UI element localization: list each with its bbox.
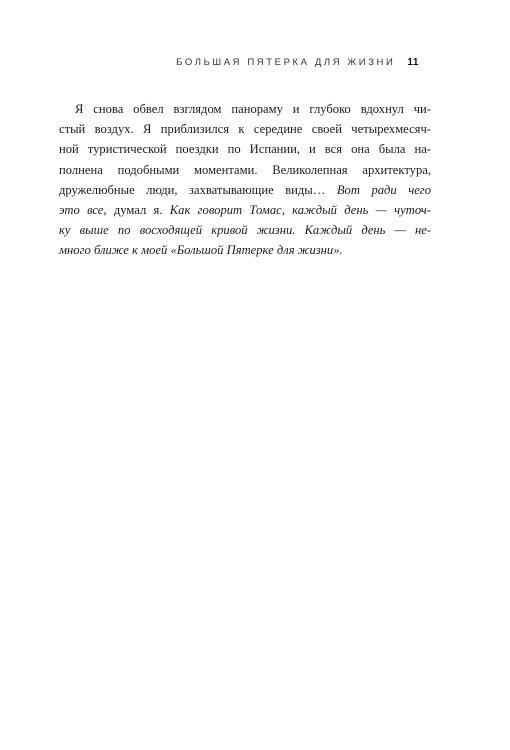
paragraph-line — [59, 99, 431, 119]
body-paragraph — [59, 99, 431, 261]
line-text-italic: это все, — [59, 202, 114, 217]
line-text-italic: Вот ради чего — [336, 182, 432, 197]
line-text-italic: ку выше по восходящей кривой жизни. Каждый день — не- — [59, 223, 431, 238]
line-text: думал я. — [113, 202, 170, 217]
line-text: ной туристической поездки по Испании, и вся она была на- — [59, 142, 431, 157]
line-text: дружелюбные люди, захватывающие виды… — [59, 182, 337, 197]
paragraph-line — [59, 220, 431, 240]
paragraph-line — [59, 240, 431, 260]
running-head — [176, 57, 419, 68]
running-head-title: БОЛЬШАЯ ПЯТЕРКА ДЛЯ ЖИЗНИ — [176, 57, 396, 68]
line-text: Я снова обвел взглядом панораму и глубоко вдохнул чи- — [75, 102, 431, 116]
line-text-italic: Как говорит Томас, каждый день — чуточ- — [169, 202, 431, 217]
page-number: 11 — [407, 57, 419, 68]
line-text-italic: много ближе к моей «Большой Пятерке для жизни». — [59, 243, 343, 258]
paragraph-line — [59, 160, 431, 180]
paragraph-line — [59, 180, 431, 200]
paragraph-line — [59, 139, 431, 159]
line-text: полнена подобными моментами. Великолепная архитектура, — [59, 162, 431, 177]
paragraph-line — [59, 119, 431, 139]
line-text: стый воздух. Я приблизился к середине своей четырехмесяч- — [59, 122, 431, 137]
paragraph-line — [59, 200, 431, 220]
